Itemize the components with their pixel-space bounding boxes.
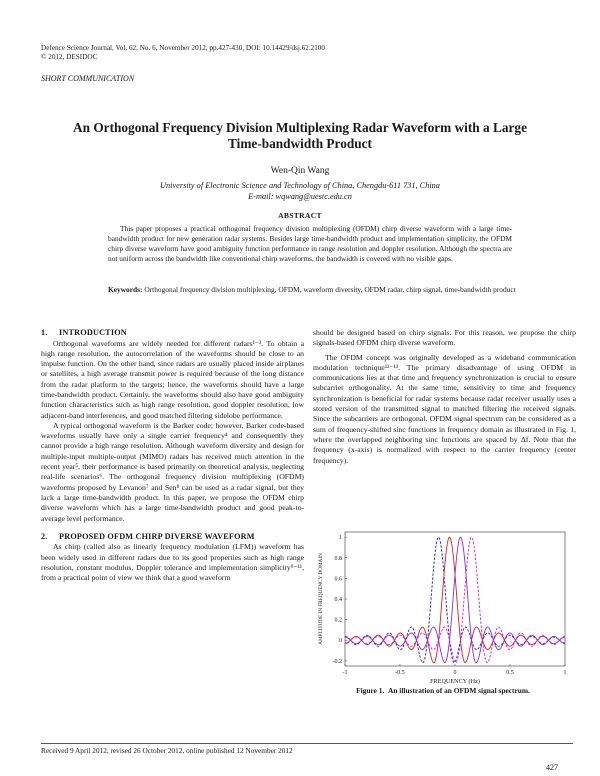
- y-tick-label: 0.8: [334, 555, 342, 562]
- abstract-heading: ABSTRACT: [278, 211, 322, 220]
- series-line-1: [345, 537, 565, 662]
- intro-paragraph-2: A typical orthogonal waveform is the Barker code; however, Barker code-based waveforms usually have only a single carrier frequency⁴ and consequently they cannot provide a high range resolution. Although waveform diversity and design for multiple-input multiple-output (MIMO) radars has received much attention in the recent year⁵, their performance is based primarily on theoretical analysis, neglecting real-life scenarios⁶. The orthogonal frequency division multiplexing (OFDM) waveforms proposed by Levanon⁷ and Sen⁸ can be used as a radar signal, but they lack a large time-bandwidth product. In this paper, we propose the OFDM chirp diverse waveform which has a large time-bandwidth product and good peak-to-average level performance.: [41, 420, 304, 523]
- affiliation: University of Electronic Science and Technology of China, Chengdu-611 731, China: [160, 181, 440, 190]
- series-line-2: [345, 537, 565, 662]
- x-tick-label: 0: [453, 670, 457, 676]
- affiliation-block: [60, 180, 540, 202]
- keywords: [108, 285, 543, 295]
- x-tick-label: 1: [563, 670, 567, 676]
- x-tick-label: -1: [342, 670, 348, 676]
- y-tick-label: 0.4: [334, 597, 342, 603]
- series-line-3: [345, 537, 565, 662]
- y-tick-label: 0.2: [334, 617, 342, 624]
- y-axis-label: AMPLITUDE IN FREQUENCY DOMAIN: [318, 553, 324, 645]
- copyright: © 2012, DESIDOC: [41, 53, 98, 61]
- paper-title: An Orthogonal Frequency Division Multiplexing Radar Waveform with a Large Time-bandwidth Product: [73, 120, 527, 151]
- x-tick-label: 0.5: [506, 670, 514, 676]
- footer-divider: [41, 743, 573, 744]
- right-column: [313, 328, 576, 466]
- received-dates: Received 9 April 2012, revised 26 October 2012, online published 12 November 2012: [41, 746, 293, 755]
- abstract-text: This paper proposes a practical orthogonal frequency division multiplexing (OFDM) chirp diverse waveform with a large time-bandwidth product for new generation radar systems. Besides large time-bandwidth product and implementation simplicity, the OFDM chirp diverse waveform have good ambiguity function performance in range resolution and doppler resolution. Although the spectra are not uniform across the bandwidth like conventional chirp waveforms, the bandwidth is covered with no visible gaps.: [108, 224, 512, 263]
- email: E-mail: wqwang@uestc.edu.cn: [248, 192, 352, 201]
- author: Wen-Qin Wang: [270, 166, 330, 176]
- journal-citation: Defence Science Journal, Vol. 62, No. 6, November 2012, pp.427-430, DOI: 10.14429/dsj.62.2100: [41, 44, 325, 52]
- intro-paragraph-1: Orthogonal waveforms are widely needed for different radars¹⁻³. To obtain a high range resolution, the autocorrelation of the waveforms should be close to an impulse function. On the other hand, since radars are usually placed inside airplanes or satellites, a high average transmit power is required because of the long distance from the radar platform to the targets; hence, the waveforms should have a large time-bandwidth product. Certainly, the waveforms should also have good ambiguity function characteristics such as high range resolution, good doppler resolution, low adjacent-band interferences, and good matched filtering sidelobe performance.: [41, 338, 304, 420]
- proposed-paragraph-2: The OFDM concept was originally developed as a wideband communication modulation technique¹²⁻¹³. The primary disadvantage of using OFDM in communications lies at that time and frequency synchronization is crucial to ensure subcarrier orthogonality. At the same time, sensitivity to time and frequency synchronization is beneficial for radar systems because radar receiver usually uses a stored version of the transmitted signal to matched filtering the received signals. Since the subcarriers are orthogonal, OFDM signal spectrum can be considered as a sum of frequency-shifted sinc functions in frequency domain as illustrated in Fig. 1, where the overlapped neighboring sinc functions are spaced by Δf. Note that the frequency (x-axis) is normalized with respect to the carrier frequency (center frequency).: [313, 352, 576, 465]
- y-tick-label: -0.2: [332, 658, 342, 665]
- ofdm-spectrum-chart: [313, 526, 573, 686]
- proposed-paragraph-1: As chirp (called also as linearly frequency modulation (LFM)) waveform has been widely used in different radars due to its good properties such as high range resolution, constant modulus, Doppler tolerance and implementation simplicity⁹⁻¹¹, from a practical point of view we think that a good waveform: [41, 542, 304, 583]
- x-axis-label: FREQUENCY (Hz): [430, 678, 480, 685]
- series-line-4: [345, 537, 565, 662]
- left-column: [41, 328, 304, 584]
- proposed-paragraph-1-cont: should be designed based on chirp signals. For this reason, we propose the chirp signals-based OFDM chirp diverse waveform.: [313, 328, 576, 348]
- keywords-text: Orthogonal frequency division multiplexing, OFDM, waveform diversity, OFDM radar, chirp signal, time-bandwidth product: [144, 285, 516, 294]
- keywords-label: Keywords:: [108, 285, 143, 294]
- y-tick-label: 1: [339, 535, 342, 542]
- x-tick-label: -0.5: [395, 670, 405, 676]
- caption-label: Figure 1.: [356, 686, 385, 695]
- page-number: 427: [546, 763, 558, 772]
- y-tick-label: 0.6: [334, 576, 342, 583]
- section-heading-proposed: 2. PROPOSED OFDM CHIRP DIVERSE WAVEFORM: [41, 531, 255, 541]
- caption-text: An illustration of an OFDM signal spectrum.: [388, 686, 530, 695]
- figure-caption: [313, 686, 573, 695]
- section-heading-intro: 1. INTRODUCTION: [41, 328, 127, 337]
- section-label: SHORT COMMUNICATION: [41, 74, 135, 83]
- y-tick-label: 0: [339, 638, 342, 645]
